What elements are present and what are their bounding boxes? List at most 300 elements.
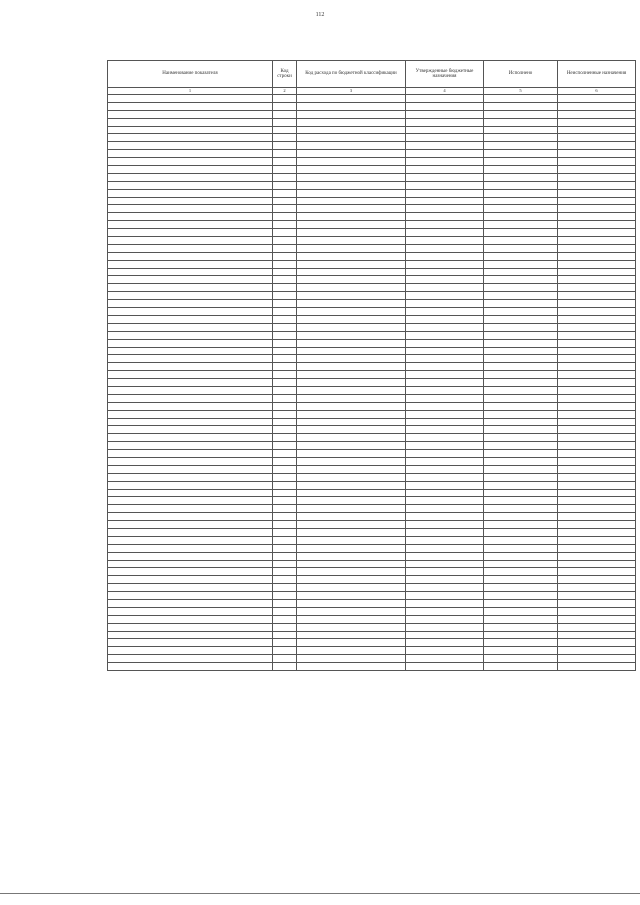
table-row bbox=[108, 655, 636, 663]
cell-budget-code bbox=[297, 229, 406, 237]
cell-unexecuted bbox=[558, 158, 636, 166]
cell-line-code bbox=[273, 560, 297, 568]
table-row bbox=[108, 623, 636, 631]
cell-name bbox=[108, 260, 273, 268]
cell-line-code bbox=[273, 410, 297, 418]
table-row bbox=[108, 489, 636, 497]
table-row bbox=[108, 639, 636, 647]
cell-approved bbox=[406, 323, 484, 331]
cell-unexecuted bbox=[558, 142, 636, 150]
cell-line-code bbox=[273, 647, 297, 655]
cell-executed bbox=[484, 355, 558, 363]
cell-unexecuted bbox=[558, 284, 636, 292]
cell-unexecuted bbox=[558, 102, 636, 110]
cell-executed bbox=[484, 363, 558, 371]
cell-unexecuted bbox=[558, 647, 636, 655]
cell-unexecuted bbox=[558, 363, 636, 371]
cell-line-code bbox=[273, 118, 297, 126]
cell-line-code bbox=[273, 426, 297, 434]
cell-name bbox=[108, 600, 273, 608]
cell-approved bbox=[406, 450, 484, 458]
cell-line-code bbox=[273, 481, 297, 489]
cell-unexecuted bbox=[558, 95, 636, 103]
cell-approved bbox=[406, 363, 484, 371]
cell-line-code bbox=[273, 489, 297, 497]
cell-unexecuted bbox=[558, 110, 636, 118]
table-row bbox=[108, 386, 636, 394]
cell-budget-code bbox=[297, 394, 406, 402]
cell-line-code bbox=[273, 536, 297, 544]
cell-unexecuted bbox=[558, 481, 636, 489]
cell-name bbox=[108, 442, 273, 450]
cell-executed bbox=[484, 513, 558, 521]
cell-name bbox=[108, 536, 273, 544]
cell-executed bbox=[484, 497, 558, 505]
cell-line-code bbox=[273, 260, 297, 268]
cell-unexecuted bbox=[558, 528, 636, 536]
cell-unexecuted bbox=[558, 213, 636, 221]
cell-budget-code bbox=[297, 284, 406, 292]
cell-executed bbox=[484, 150, 558, 158]
cell-executed bbox=[484, 110, 558, 118]
cell-line-code bbox=[273, 252, 297, 260]
column-number: 1 bbox=[108, 88, 273, 95]
cell-line-code bbox=[273, 521, 297, 529]
cell-approved bbox=[406, 426, 484, 434]
header-unexecuted: Неисполненные назначения bbox=[558, 61, 636, 88]
cell-executed bbox=[484, 134, 558, 142]
cell-line-code bbox=[273, 544, 297, 552]
cell-unexecuted bbox=[558, 134, 636, 142]
cell-budget-code bbox=[297, 126, 406, 134]
cell-budget-code bbox=[297, 521, 406, 529]
cell-approved bbox=[406, 166, 484, 174]
cell-name bbox=[108, 205, 273, 213]
cell-executed bbox=[484, 173, 558, 181]
budget-execution-table bbox=[107, 60, 636, 671]
cell-approved bbox=[406, 528, 484, 536]
cell-approved bbox=[406, 623, 484, 631]
cell-budget-code bbox=[297, 536, 406, 544]
cell-line-code bbox=[273, 276, 297, 284]
cell-unexecuted bbox=[558, 552, 636, 560]
cell-budget-code bbox=[297, 173, 406, 181]
cell-executed bbox=[484, 292, 558, 300]
cell-executed bbox=[484, 615, 558, 623]
cell-executed bbox=[484, 473, 558, 481]
cell-budget-code bbox=[297, 544, 406, 552]
cell-line-code bbox=[273, 244, 297, 252]
cell-name bbox=[108, 158, 273, 166]
table-row bbox=[108, 268, 636, 276]
cell-executed bbox=[484, 284, 558, 292]
cell-approved bbox=[406, 615, 484, 623]
cell-budget-code bbox=[297, 442, 406, 450]
table-row bbox=[108, 450, 636, 458]
table-row bbox=[108, 142, 636, 150]
cell-approved bbox=[406, 394, 484, 402]
table-row bbox=[108, 615, 636, 623]
cell-name bbox=[108, 213, 273, 221]
cell-approved bbox=[406, 95, 484, 103]
cell-name bbox=[108, 118, 273, 126]
cell-approved bbox=[406, 410, 484, 418]
table-row bbox=[108, 592, 636, 600]
table-row bbox=[108, 315, 636, 323]
table-row bbox=[108, 371, 636, 379]
cell-approved bbox=[406, 205, 484, 213]
cell-name bbox=[108, 457, 273, 465]
cell-approved bbox=[406, 118, 484, 126]
cell-name bbox=[108, 371, 273, 379]
cell-approved bbox=[406, 552, 484, 560]
cell-line-code bbox=[273, 552, 297, 560]
cell-name bbox=[108, 339, 273, 347]
cell-line-code bbox=[273, 379, 297, 387]
cell-unexecuted bbox=[558, 402, 636, 410]
cell-budget-code bbox=[297, 481, 406, 489]
cell-name bbox=[108, 244, 273, 252]
cell-unexecuted bbox=[558, 355, 636, 363]
table-row bbox=[108, 126, 636, 134]
cell-executed bbox=[484, 623, 558, 631]
cell-name bbox=[108, 426, 273, 434]
cell-unexecuted bbox=[558, 118, 636, 126]
cell-name bbox=[108, 513, 273, 521]
cell-executed bbox=[484, 229, 558, 237]
cell-executed bbox=[484, 457, 558, 465]
cell-unexecuted bbox=[558, 252, 636, 260]
table-row bbox=[108, 221, 636, 229]
cell-name bbox=[108, 607, 273, 615]
cell-name bbox=[108, 497, 273, 505]
table-row bbox=[108, 110, 636, 118]
cell-executed bbox=[484, 426, 558, 434]
cell-line-code bbox=[273, 166, 297, 174]
cell-line-code bbox=[273, 434, 297, 442]
cell-unexecuted bbox=[558, 655, 636, 663]
cell-executed bbox=[484, 544, 558, 552]
cell-budget-code bbox=[297, 552, 406, 560]
table-row bbox=[108, 213, 636, 221]
cell-line-code bbox=[273, 639, 297, 647]
table-row bbox=[108, 323, 636, 331]
cell-executed bbox=[484, 197, 558, 205]
cell-line-code bbox=[273, 173, 297, 181]
cell-budget-code bbox=[297, 300, 406, 308]
cell-budget-code bbox=[297, 308, 406, 316]
table-row bbox=[108, 292, 636, 300]
cell-approved bbox=[406, 655, 484, 663]
cell-approved bbox=[406, 371, 484, 379]
cell-budget-code bbox=[297, 339, 406, 347]
cell-unexecuted bbox=[558, 371, 636, 379]
cell-name bbox=[108, 465, 273, 473]
table-row bbox=[108, 513, 636, 521]
table-row bbox=[108, 363, 636, 371]
page-number: 112 bbox=[315, 12, 325, 18]
cell-line-code bbox=[273, 513, 297, 521]
cell-executed bbox=[484, 592, 558, 600]
cell-unexecuted bbox=[558, 615, 636, 623]
cell-name bbox=[108, 544, 273, 552]
cell-line-code bbox=[273, 134, 297, 142]
cell-unexecuted bbox=[558, 221, 636, 229]
cell-name bbox=[108, 592, 273, 600]
cell-approved bbox=[406, 592, 484, 600]
cell-unexecuted bbox=[558, 521, 636, 529]
cell-budget-code bbox=[297, 134, 406, 142]
cell-line-code bbox=[273, 497, 297, 505]
cell-name bbox=[108, 394, 273, 402]
column-number: 3 bbox=[297, 88, 406, 95]
table-row bbox=[108, 481, 636, 489]
cell-line-code bbox=[273, 363, 297, 371]
table-row bbox=[108, 244, 636, 252]
cell-unexecuted bbox=[558, 205, 636, 213]
cell-name bbox=[108, 410, 273, 418]
cell-budget-code bbox=[297, 418, 406, 426]
cell-unexecuted bbox=[558, 473, 636, 481]
cell-line-code bbox=[273, 229, 297, 237]
cell-name bbox=[108, 268, 273, 276]
cell-budget-code bbox=[297, 457, 406, 465]
column-number: 6 bbox=[558, 88, 636, 95]
cell-name bbox=[108, 663, 273, 671]
cell-executed bbox=[484, 300, 558, 308]
cell-budget-code bbox=[297, 213, 406, 221]
cell-line-code bbox=[273, 268, 297, 276]
table-row bbox=[108, 347, 636, 355]
cell-budget-code bbox=[297, 655, 406, 663]
cell-budget-code bbox=[297, 355, 406, 363]
cell-approved bbox=[406, 418, 484, 426]
cell-unexecuted bbox=[558, 237, 636, 245]
cell-budget-code bbox=[297, 623, 406, 631]
cell-name bbox=[108, 584, 273, 592]
cell-approved bbox=[406, 402, 484, 410]
cell-budget-code bbox=[297, 505, 406, 513]
cell-name bbox=[108, 647, 273, 655]
cell-name bbox=[108, 95, 273, 103]
cell-name bbox=[108, 300, 273, 308]
cell-budget-code bbox=[297, 450, 406, 458]
table-row bbox=[108, 260, 636, 268]
table-row bbox=[108, 560, 636, 568]
cell-budget-code bbox=[297, 166, 406, 174]
cell-budget-code bbox=[297, 402, 406, 410]
cell-name bbox=[108, 252, 273, 260]
cell-executed bbox=[484, 576, 558, 584]
cell-line-code bbox=[273, 110, 297, 118]
cell-budget-code bbox=[297, 158, 406, 166]
table-row bbox=[108, 473, 636, 481]
cell-unexecuted bbox=[558, 300, 636, 308]
table-row bbox=[108, 584, 636, 592]
cell-unexecuted bbox=[558, 442, 636, 450]
table-row bbox=[108, 308, 636, 316]
cell-executed bbox=[484, 560, 558, 568]
table-row bbox=[108, 528, 636, 536]
cell-unexecuted bbox=[558, 268, 636, 276]
cell-name bbox=[108, 229, 273, 237]
cell-approved bbox=[406, 457, 484, 465]
cell-unexecuted bbox=[558, 229, 636, 237]
cell-unexecuted bbox=[558, 394, 636, 402]
cell-executed bbox=[484, 95, 558, 103]
cell-line-code bbox=[273, 528, 297, 536]
header-name: Наименование показателя bbox=[108, 61, 273, 88]
cell-budget-code bbox=[297, 473, 406, 481]
cell-budget-code bbox=[297, 497, 406, 505]
report-sheet bbox=[107, 60, 635, 671]
cell-name bbox=[108, 521, 273, 529]
cell-line-code bbox=[273, 592, 297, 600]
table-row bbox=[108, 150, 636, 158]
cell-unexecuted bbox=[558, 150, 636, 158]
cell-name bbox=[108, 450, 273, 458]
cell-unexecuted bbox=[558, 292, 636, 300]
cell-executed bbox=[484, 347, 558, 355]
cell-name bbox=[108, 166, 273, 174]
cell-approved bbox=[406, 497, 484, 505]
cell-executed bbox=[484, 158, 558, 166]
cell-name bbox=[108, 528, 273, 536]
cell-approved bbox=[406, 513, 484, 521]
cell-budget-code bbox=[297, 244, 406, 252]
cell-line-code bbox=[273, 473, 297, 481]
cell-executed bbox=[484, 205, 558, 213]
cell-executed bbox=[484, 102, 558, 110]
cell-budget-code bbox=[297, 615, 406, 623]
cell-budget-code bbox=[297, 315, 406, 323]
cell-budget-code bbox=[297, 379, 406, 387]
table-row bbox=[108, 118, 636, 126]
cell-executed bbox=[484, 181, 558, 189]
cell-budget-code bbox=[297, 150, 406, 158]
cell-approved bbox=[406, 465, 484, 473]
cell-budget-code bbox=[297, 489, 406, 497]
cell-approved bbox=[406, 244, 484, 252]
table-row bbox=[108, 197, 636, 205]
cell-unexecuted bbox=[558, 347, 636, 355]
cell-budget-code bbox=[297, 268, 406, 276]
cell-name bbox=[108, 560, 273, 568]
cell-approved bbox=[406, 221, 484, 229]
cell-line-code bbox=[273, 505, 297, 513]
cell-budget-code bbox=[297, 647, 406, 655]
cell-name bbox=[108, 221, 273, 229]
cell-budget-code bbox=[297, 528, 406, 536]
cell-budget-code bbox=[297, 584, 406, 592]
cell-approved bbox=[406, 276, 484, 284]
cell-unexecuted bbox=[558, 339, 636, 347]
cell-budget-code bbox=[297, 205, 406, 213]
cell-unexecuted bbox=[558, 465, 636, 473]
cell-approved bbox=[406, 521, 484, 529]
cell-executed bbox=[484, 308, 558, 316]
cell-name bbox=[108, 315, 273, 323]
cell-line-code bbox=[273, 300, 297, 308]
cell-line-code bbox=[273, 102, 297, 110]
cell-name bbox=[108, 434, 273, 442]
cell-line-code bbox=[273, 205, 297, 213]
cell-approved bbox=[406, 150, 484, 158]
cell-budget-code bbox=[297, 95, 406, 103]
cell-name bbox=[108, 639, 273, 647]
cell-approved bbox=[406, 110, 484, 118]
cell-approved bbox=[406, 481, 484, 489]
cell-line-code bbox=[273, 237, 297, 245]
cell-executed bbox=[484, 166, 558, 174]
cell-unexecuted bbox=[558, 331, 636, 339]
cell-line-code bbox=[273, 663, 297, 671]
cell-unexecuted bbox=[558, 166, 636, 174]
page-bottom-rule bbox=[0, 893, 640, 894]
table-row bbox=[108, 631, 636, 639]
cell-unexecuted bbox=[558, 434, 636, 442]
cell-name bbox=[108, 615, 273, 623]
cell-budget-code bbox=[297, 426, 406, 434]
cell-approved bbox=[406, 544, 484, 552]
cell-budget-code bbox=[297, 410, 406, 418]
table-row bbox=[108, 300, 636, 308]
cell-approved bbox=[406, 300, 484, 308]
cell-budget-code bbox=[297, 331, 406, 339]
cell-executed bbox=[484, 663, 558, 671]
cell-approved bbox=[406, 489, 484, 497]
cell-unexecuted bbox=[558, 197, 636, 205]
cell-executed bbox=[484, 536, 558, 544]
table-body bbox=[108, 95, 636, 671]
cell-unexecuted bbox=[558, 592, 636, 600]
table-row bbox=[108, 600, 636, 608]
cell-executed bbox=[484, 221, 558, 229]
cell-approved bbox=[406, 355, 484, 363]
cell-name bbox=[108, 473, 273, 481]
cell-line-code bbox=[273, 197, 297, 205]
cell-line-code bbox=[273, 126, 297, 134]
table-row bbox=[108, 394, 636, 402]
cell-line-code bbox=[273, 418, 297, 426]
header-approved: Утвержденные бюджетные назначения bbox=[406, 61, 484, 88]
cell-line-code bbox=[273, 331, 297, 339]
cell-unexecuted bbox=[558, 536, 636, 544]
cell-budget-code bbox=[297, 371, 406, 379]
cell-approved bbox=[406, 505, 484, 513]
cell-executed bbox=[484, 607, 558, 615]
cell-executed bbox=[484, 481, 558, 489]
cell-line-code bbox=[273, 600, 297, 608]
cell-approved bbox=[406, 268, 484, 276]
table-row bbox=[108, 536, 636, 544]
cell-budget-code bbox=[297, 142, 406, 150]
cell-line-code bbox=[273, 323, 297, 331]
cell-name bbox=[108, 386, 273, 394]
cell-line-code bbox=[273, 221, 297, 229]
cell-executed bbox=[484, 276, 558, 284]
cell-approved bbox=[406, 379, 484, 387]
cell-budget-code bbox=[297, 181, 406, 189]
cell-executed bbox=[484, 126, 558, 134]
cell-executed bbox=[484, 386, 558, 394]
cell-line-code bbox=[273, 394, 297, 402]
table-row bbox=[108, 379, 636, 387]
cell-name bbox=[108, 181, 273, 189]
table-row bbox=[108, 426, 636, 434]
cell-unexecuted bbox=[558, 513, 636, 521]
table-row bbox=[108, 568, 636, 576]
